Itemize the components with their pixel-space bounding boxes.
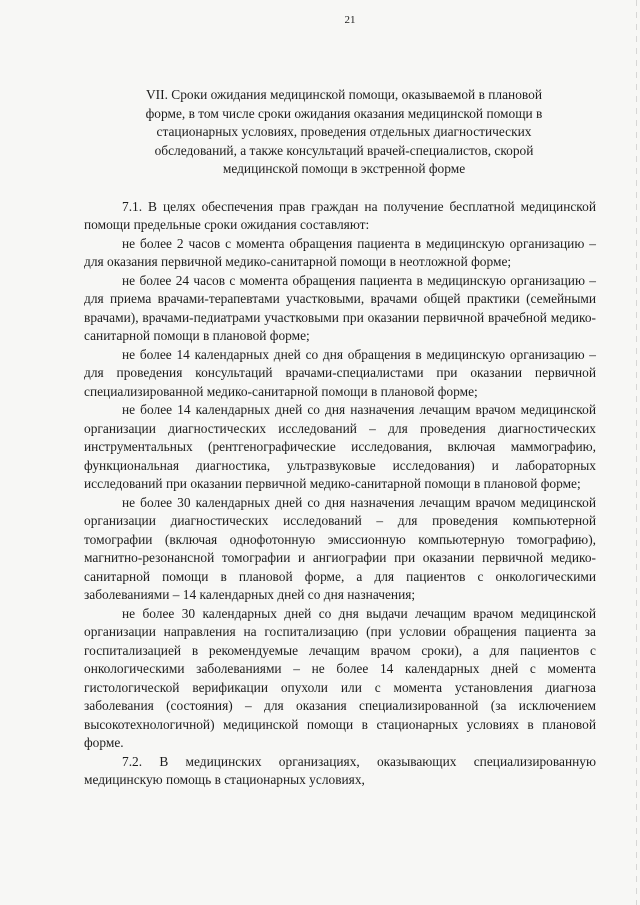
paragraph-item: не более 2 часов с момента обращения пациента в медицинскую организацию – для оказания первичной медико-санитарной помощи в неотложной форме;	[84, 235, 596, 270]
paragraph-item: не более 30 календарных дней со дня назначения лечащим врачом медицинской организации диагностических исследований – для проведения компьютерной томографии (включая однофотонную эмиссионную компьютерную томографию), магнитно-резонансной томографии и ангиографии при оказании первичной медико-санитарной помощи в плановой форме, а для пациентов с онкологическими заболеваниями – 14 календарных дней со дня назначения;	[84, 494, 596, 603]
heading-line: стационарных условиях, проведения отдельных диагностических	[156, 124, 532, 140]
heading-line: медицинской помощи в экстренной форме	[222, 161, 466, 177]
heading-line: VII. Сроки ожидания медицинской помощи, оказываемой в плановой	[145, 87, 542, 102]
section-body	[84, 198, 596, 790]
paragraph-7-2: 7.2. В медицинских организациях, оказывающих специализированную медицинскую помощь в стационарных условиях,	[84, 753, 596, 788]
heading-line: обследований, а также консультаций врачей-специалистов, скорой	[154, 142, 534, 158]
paragraph-item: не более 24 часов с момента обращения пациента в медицинскую организацию – для приема врачами-терапевтами участковыми, врачами общей практики (семейными врачами), врачами-педиатрами участковыми при оказании первичной врачебной медико-санитарной помощи в плановой форме;	[84, 272, 596, 344]
section-heading	[84, 86, 596, 179]
paragraph-7-1: 7.1. В целях обеспечения прав граждан на получение бесплатной медицинской помощи предельные сроки ожидания составляют:	[84, 198, 596, 233]
paragraph-item: не более 14 календарных дней со дня назначения лечащим врачом медицинской организации диагностических исследований – для проведения диагностических инструментальных (рентгенографические исследования, включая маммографию, функциональная диагностика, ультразвуковые исследования) и лабораторных исследований при оказании первичной медико-санитарной помощи в плановой форме;	[84, 402, 596, 492]
paragraph-item: не более 30 календарных дней со дня выдачи лечащим врачом медицинской организации направления на госпитализацию (при условии обращения пациента за госпитализацией в рекомендуемые лечащим врачом сроки), а для пациентов с онкологическими заболеваниями – не более 14 календарных дней с момента гистологической верификации опухоли или с момента установления диагноза заболевания (состояния) – для оказания специализированной (за исключением высокотехнологичной) медицинской помощи в стационарных условиях в плановой форме.	[84, 605, 596, 751]
heading-line: форме, в том числе сроки ожидания оказания медицинской помощи в	[145, 105, 543, 121]
page-number: 21	[344, 14, 356, 26]
paragraph-item: не более 14 календарных дней со дня обращения в медицинскую организацию – для проведения консультаций врачами-специалистами при оказании первичной специализированной медико-санитарной помощи в плановой форме;	[84, 346, 596, 399]
